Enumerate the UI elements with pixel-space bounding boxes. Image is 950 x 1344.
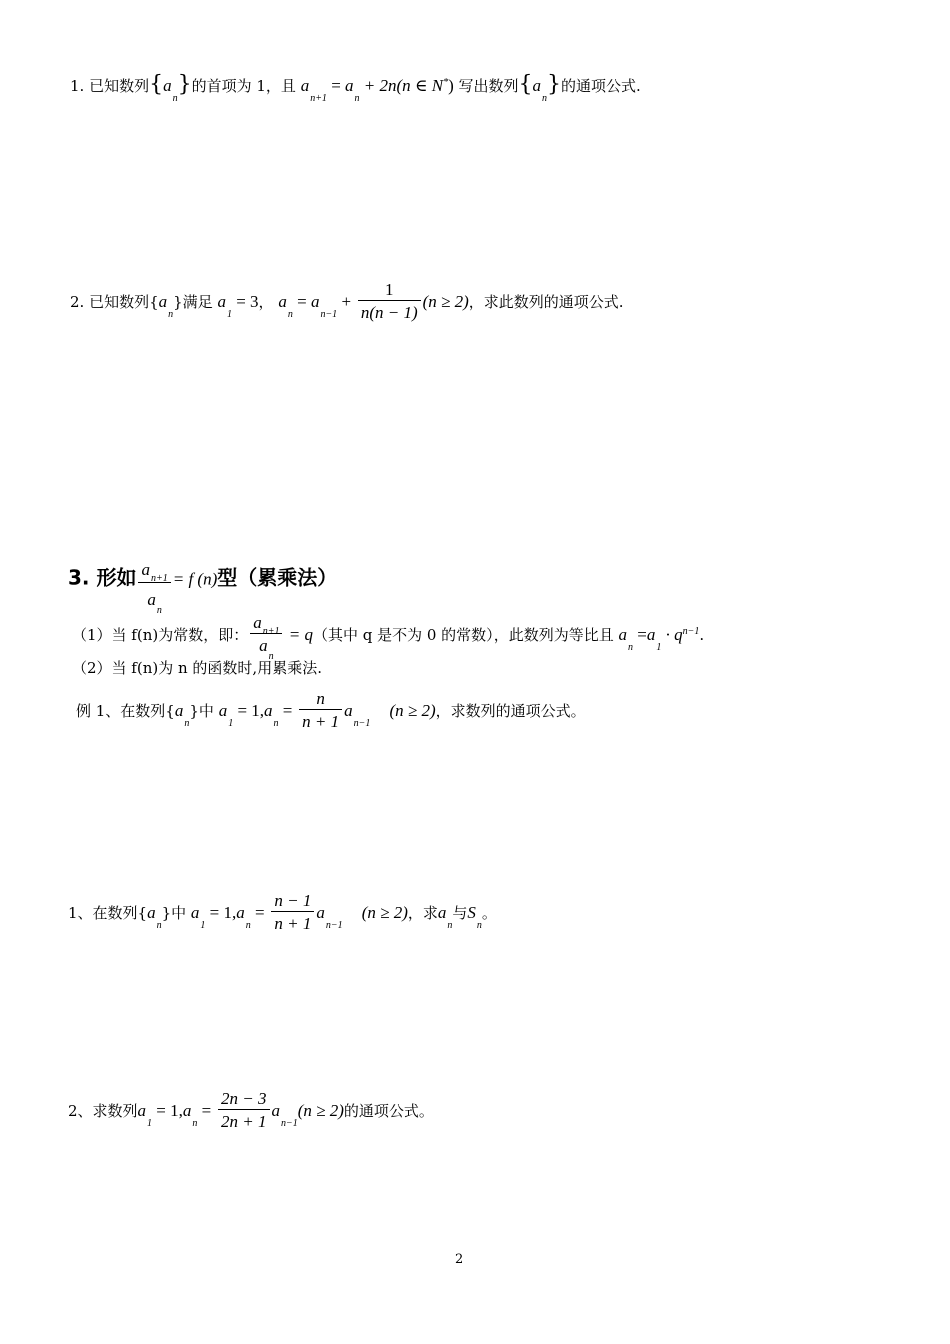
problem-1-prefix: 1. 已知数列 (70, 77, 150, 95)
exercise-2-fraction: $\frac{2n - 3}{2n + 1}$ (218, 1090, 269, 1130)
example-fraction: $\frac{n}{n + 1}$ (299, 690, 342, 730)
fraction (358, 281, 421, 321)
problem-1-text-end2: 的通项公式. (561, 77, 641, 95)
sequence-a: a (532, 76, 542, 95)
section-3-item-2: （2）当 f(n)为 n 的函数时,用累乘法. (72, 659, 322, 677)
subscript-n-minus-1: n−1 (320, 309, 338, 320)
exercise-2: 2、求数列$a_1 = 1,a_n$ = $\frac{2n - 3}{2n + 1}$ $a_{n-1}(n \ge 2)$的通项公式。 (68, 1089, 434, 1131)
equals-f-n: = f (n) (172, 569, 218, 589)
star-superscript: * (443, 77, 449, 88)
equals-3: = 3 (231, 292, 259, 311)
section-3-heading (68, 552, 338, 616)
term-a: a (278, 292, 287, 311)
problem-1 (70, 72, 641, 104)
subscript-n: n (354, 93, 360, 104)
term-a: a (345, 76, 354, 95)
problem-2-text1: }满足 (173, 293, 213, 311)
term-a: a (217, 292, 226, 311)
subscript-n: n (287, 309, 293, 320)
problem-2-prefix: 2. 已知数列{ (70, 293, 159, 311)
subscript-n: n (542, 93, 548, 104)
subscript-n: n (168, 309, 174, 320)
term-a: a (618, 625, 627, 644)
sequence-a: a (163, 76, 172, 95)
equals: = (292, 292, 311, 311)
right-paren: ) (448, 76, 454, 95)
term-a: a (310, 292, 320, 311)
ratio-fraction: $\frac{a_{n+1}}{a_n}$ (250, 614, 282, 654)
exercise-1: 1、在数列$\{a_n\}$中 $a_1 = 1,a_n$ = $\frac{n - 1}{n + 1}$ $a_{n-1}$ (n ≥ 2)，求$a_n$与$S_n$。 (68, 891, 497, 933)
exercise-1-fraction: $\frac{n - 1}{n + 1}$ (271, 892, 314, 932)
page-number: 2 (455, 1252, 464, 1267)
fraction-numerator: $a_{n+1}$ (138, 556, 170, 583)
condition: (n ≥ 2) (422, 292, 469, 311)
problem-1-text-mid: 的首项为 1，且 (191, 77, 296, 95)
plus: + (337, 292, 352, 311)
heading-suffix: 型（累乘法） (217, 565, 338, 590)
equals: = (326, 76, 346, 95)
recurrence-rhs: + 2n(n ∈ N (359, 76, 444, 95)
subscript-n-plus-1: n+1 (310, 93, 327, 104)
problem-2-text-end: ，求此数列的通项公式. (468, 293, 624, 311)
heading-fraction (138, 556, 170, 616)
problem-1-text-end1: 写出数列 (453, 77, 519, 95)
term-a: a (300, 76, 310, 95)
comma: ， (258, 293, 274, 311)
left-brace: { (518, 72, 533, 97)
heading-prefix: 3. 形如 (68, 565, 137, 590)
item-1-prefix: （1）当 f(n)为常数，即： (72, 626, 249, 644)
item-1-mid: （其中 q 是不为 0 的常数），此数列为等比且 (312, 626, 614, 644)
example-1: 例 1、在数列$\{a_n\}$中 $a_1 = 1,a_n$ = $\frac{n}{n + 1}$ $a_{n-1}$ (n ≥ 2)，求数列的通项公式。 (76, 689, 586, 731)
equals-q: = q (284, 625, 313, 644)
right-brace: } (177, 72, 192, 97)
fraction-denominator: n(n − 1) (360, 303, 418, 322)
section-3-item-1: （1）当 f(n)为常数，即： $\frac{a_{n+1}}{a_n}$ = q（其中 q 是不为 0 的常数），此数列为等比且 $a_n =a_1 \cdot q^{n-1}$. (72, 613, 705, 662)
left-brace: { (149, 72, 164, 97)
term-a: a (158, 292, 168, 311)
problem-2 (70, 280, 624, 323)
fraction-numerator: 1 (358, 281, 421, 301)
right-brace: } (547, 72, 562, 97)
fraction-denominator: $a_n$ (147, 590, 162, 616)
subscript-n: n (172, 93, 178, 104)
subscript-1: 1 (226, 309, 232, 320)
